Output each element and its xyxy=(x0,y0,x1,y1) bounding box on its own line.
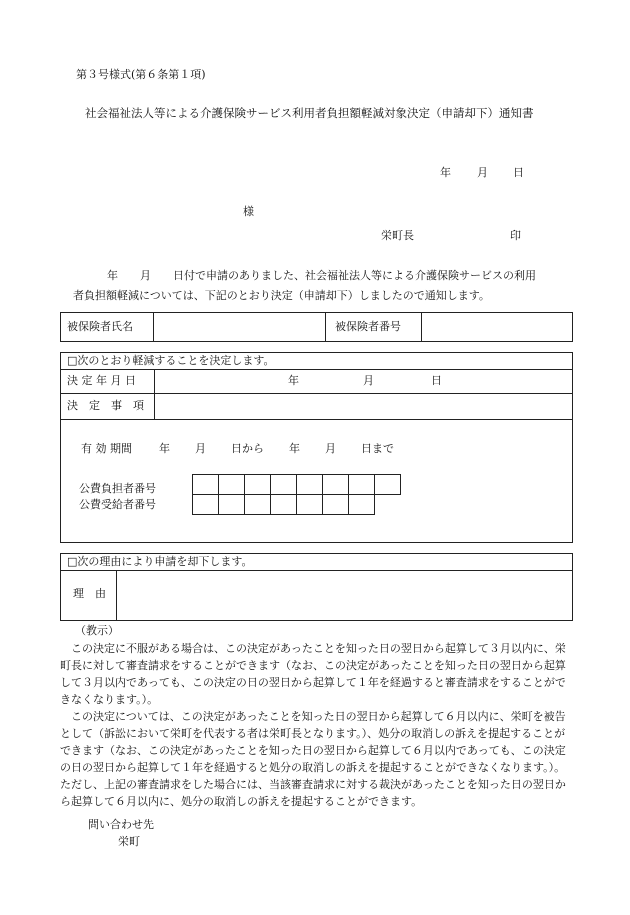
decision-date-year: 年 xyxy=(288,374,299,387)
insured-name-field[interactable] xyxy=(154,314,324,340)
payer-digit-cell[interactable] xyxy=(270,474,297,495)
validity-to-day: 日まで xyxy=(361,442,394,455)
decision-date-day: 日 xyxy=(431,374,442,387)
payer-number-label: 公費負担者番号 xyxy=(79,482,156,495)
instruction-paragraph-2: この決定については、この決定があったことを知った日の翌日から起算して６月以内に、栄町を被告として（訴訟において栄町を代表する者は栄町長となります。）、処分の取消しの訴えを提起することができます（なお、この決定があったことを知った日の翌日から起算して６月以内であっても、この決定の日の翌日から起算して１年を経過すると処分の取消しの訴えを提起することができなくなります。）。ただし、上記の審査請求をした場合には、当該審査請求に対する裁決があったことを知った日の翌日から起算して６月以内に、処分の取消しの訴えを提起することができます。 xyxy=(60,710,566,808)
approval-section xyxy=(60,352,573,543)
validity-from-day: 日から xyxy=(231,442,264,455)
payer-digit-cell[interactable] xyxy=(348,474,375,495)
insured-name-label: 被保険者氏名 xyxy=(67,320,133,333)
recipient-digit-cell[interactable] xyxy=(296,494,323,515)
recipient-number-label: 公費受給者番号 xyxy=(79,498,156,511)
payer-digit-cell[interactable] xyxy=(322,474,349,495)
decision-date-month: 月 xyxy=(363,374,374,387)
recipient-digit-cell[interactable] xyxy=(322,494,349,515)
rejection-section xyxy=(60,553,573,621)
date-day: 日 xyxy=(513,166,524,179)
insured-number-field[interactable] xyxy=(422,314,572,340)
recipient-digit-cell[interactable] xyxy=(244,494,271,515)
seal-mark: 印 xyxy=(510,229,521,242)
validity-from-month: 月 xyxy=(195,442,206,455)
instruction-paragraph-1: この決定に不服がある場合は、この決定があったことを知った日の翌日から起算して３月以内に、栄町長に対して審査請求をすることができます（なお、この決定があったことを知った日の翌日から起算して３月以内であっても、この決定の日の翌日から起算して１年を経過すると審査請求をすることができなくなります。）。 xyxy=(60,642,566,706)
intro-line-1: 年 月 日付で申請のありました、社会福祉法人等による介護保険サービスの利用 xyxy=(107,269,536,282)
payer-digit-cell[interactable] xyxy=(374,474,401,495)
contact-name: 栄町 xyxy=(118,835,140,848)
contact-heading: 問い合わせ先 xyxy=(88,818,154,831)
recipient-digit-cell[interactable] xyxy=(192,494,219,515)
recipient-digit-cell[interactable] xyxy=(270,494,297,515)
intro-line-2: 者負担額軽減については、下記のとおり決定（申請却下）しましたので通知します。 xyxy=(73,289,490,302)
form-number: 第３号様式(第６条第１項) xyxy=(76,68,206,81)
decision-items-label: 決 定 事 項 xyxy=(67,399,144,412)
issuer-name: 栄町長 xyxy=(381,229,414,242)
insured-table xyxy=(60,312,573,342)
payer-digit-cell[interactable] xyxy=(244,474,271,495)
addressee-suffix: 様 xyxy=(243,205,254,218)
rejection-checkbox-label[interactable]: □次の理由により申請を却下します。 xyxy=(67,555,253,568)
validity-to-month: 月 xyxy=(325,442,336,455)
reason-field[interactable] xyxy=(117,571,571,619)
recipient-digit-cell[interactable] xyxy=(218,494,245,515)
validity-to-year: 年 xyxy=(289,442,300,455)
decision-date-label: 決 定 年 月 日 xyxy=(67,374,136,387)
reason-label: 理 由 xyxy=(73,587,106,600)
payer-digit-cell[interactable] xyxy=(192,474,219,495)
validity-label: 有 効 期間 xyxy=(81,442,132,455)
approval-checkbox-label[interactable]: □次のとおり軽減することを決定します。 xyxy=(67,354,275,367)
recipient-digit-cell[interactable] xyxy=(348,494,375,515)
document-title: 社会福祉法人等による介護保険サービス利用者負担額軽減対象決定（申請却下）通知書 xyxy=(85,106,534,120)
instruction-heading: （教示） xyxy=(75,624,119,637)
payer-digit-cell[interactable] xyxy=(218,474,245,495)
date-year: 年 xyxy=(440,166,451,179)
date-month: 月 xyxy=(477,166,488,179)
insured-number-label: 被保険者番号 xyxy=(335,320,401,333)
validity-from-year: 年 xyxy=(159,442,170,455)
payer-digit-cell[interactable] xyxy=(296,474,323,495)
